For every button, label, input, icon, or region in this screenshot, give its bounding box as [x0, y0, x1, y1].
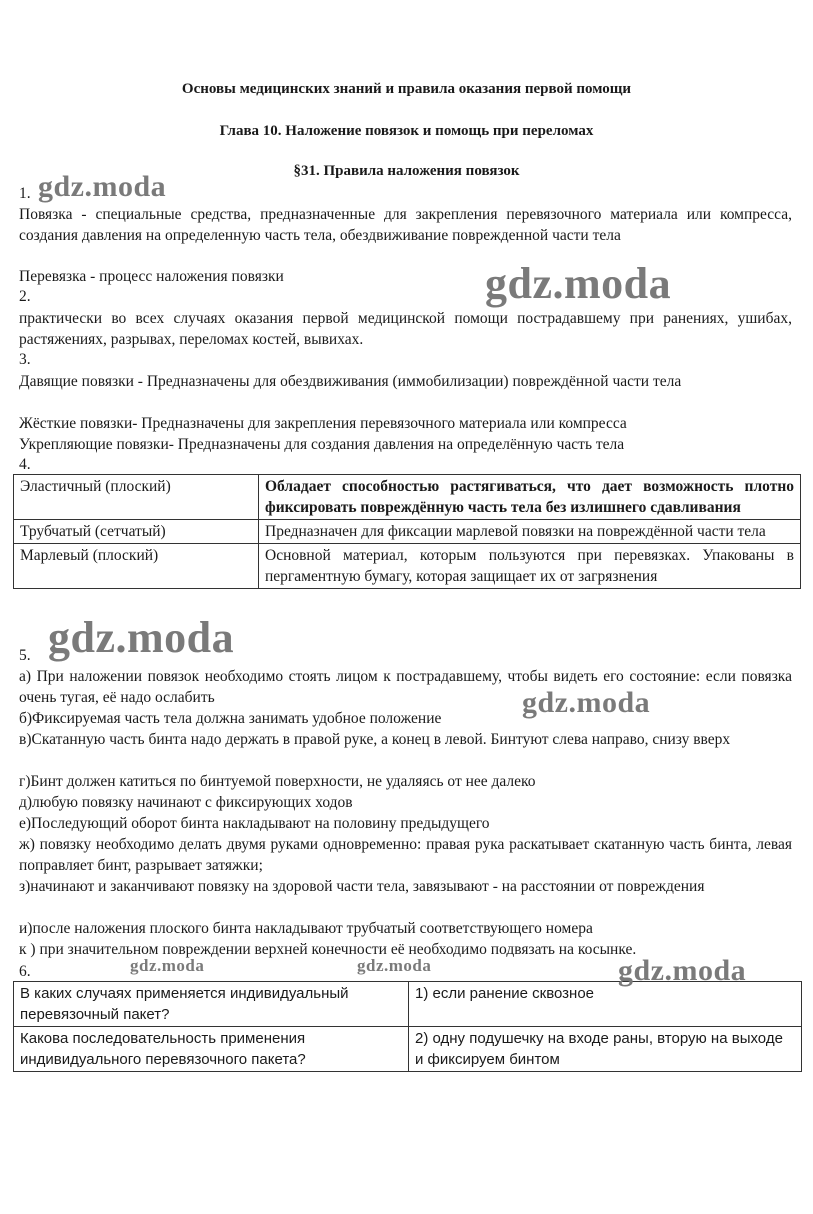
- watermark: gdz.moda: [48, 613, 235, 662]
- table-row: [14, 520, 801, 544]
- table-row: [14, 475, 801, 520]
- bandage-types-table: [13, 474, 801, 589]
- bandage-type-description: Обладает способностью растягиваться, что дает возможность плотно фиксировать повреждённую часть тела без излишнего сдавливания: [259, 475, 801, 520]
- chapter-title: Глава 10. Наложение повязок и помощь при переломах: [219, 123, 594, 139]
- rule-item: а) При наложении повязок необходимо стоять лицом к пострадавшему, чтобы видеть его состояние: если повязка очень тугая, её надо ослабить: [19, 668, 792, 706]
- watermark: gdz.moda: [522, 686, 651, 719]
- kit-answer: 1) если ранение сквозное: [409, 982, 802, 1027]
- watermark: gdz.moda: [618, 954, 747, 987]
- question-number-5: 5.: [19, 647, 31, 664]
- table-row: [14, 544, 801, 589]
- rule-item: в)Скатанную часть бинта надо держать в правой руке, а конец в левой. Бинтуют слева направо, снизу вверх: [19, 731, 731, 748]
- bandage-type-name: Трубчатый (сетчатый): [14, 520, 259, 544]
- answer-3-item: Жёсткие повязки- Предназначены для закрепления перевязочного материала или компресса: [19, 415, 627, 432]
- answer-3-item: Давящие повязки - Предназначены для обездвиживания (иммобилизации) повреждённой части тела: [19, 373, 682, 390]
- answer-1-perevyazka: Перевязка - процесс наложения повязки: [19, 268, 284, 285]
- kit-answer: 2) одну подушечку на входе раны, вторую на выходе и фиксируем бинтом: [409, 1027, 802, 1072]
- rule-item: е)Последующий оборот бинта накладывают на половину предыдущего: [19, 815, 490, 832]
- question-number-6: 6.: [19, 963, 31, 980]
- kit-question: В каких случаях применяется индивидуальный перевязочный пакет?: [14, 982, 409, 1027]
- rule-item: г)Бинт должен катиться по бинтуемой поверхности, не удаляясь от нее далеко: [19, 773, 536, 790]
- watermark: gdz.moda: [357, 956, 432, 975]
- bandage-type-name: Эластичный (плоский): [14, 475, 259, 520]
- watermark: gdz.moda: [38, 170, 167, 203]
- section-title: §31. Правила наложения повязок: [293, 163, 520, 179]
- rule-item: б)Фиксируемая часть тела должна занимать удобное положение: [19, 710, 442, 727]
- question-number-1: 1.: [19, 185, 31, 202]
- answer-1-definition: Повязка - специальные средства, предназначенные для закрепления перевязочного материала или компресса, создания давления на определенную часть тела, обездвиживание поврежденной части тела: [19, 206, 792, 244]
- rule-item: к ) при значительном повреждении верхней конечности её необходимо подвязать на косынке.: [19, 941, 637, 958]
- bandage-type-description: Предназначен для фиксации марлевой повязки на повреждённой части тела: [259, 520, 801, 544]
- first-aid-kit-table: [13, 981, 802, 1072]
- rule-item: д)любую повязку начинают с фиксирующих ходов: [19, 794, 353, 811]
- kit-question: Какова последовательность применения индивидуального перевязочного пакета?: [14, 1027, 409, 1072]
- table-row: [14, 1027, 802, 1072]
- bandage-type-description: Основной материал, которым пользуются при перевязках. Упакованы в пергаментную бумагу, которая защищает их от загрязнения: [259, 544, 801, 589]
- watermark: gdz.moda: [130, 956, 205, 975]
- answer-3-item: Укрепляющие повязки- Предназначены для создания давления на определённую часть тела: [19, 436, 625, 453]
- bandage-type-name: Марлевый (плоский): [14, 544, 259, 589]
- watermark: gdz.moda: [485, 259, 672, 308]
- rule-item: ж) повязку необходимо делать двумя руками одновременно: правая рука раскатывает скатанную часть бинта, левая поправляет бинт, разрывает затяжки;: [19, 836, 792, 874]
- rule-item: з)начинают и заканчивают повязку на здоровой части тела, завязывают - на расстоянии от повреждения: [19, 878, 705, 895]
- question-number-2: 2.: [19, 288, 31, 305]
- question-number-4: 4.: [19, 456, 31, 473]
- document-title: Основы медицинских знаний и правила оказания первой помощи: [181, 81, 632, 97]
- question-number-3: 3.: [19, 351, 31, 368]
- table-row: [14, 982, 802, 1027]
- rule-item: и)после наложения плоского бинта накладывают трубчатый соответствующего номера: [19, 920, 593, 937]
- answer-2-text: практически во всех случаях оказания первой медицинской помощи пострадавшему при ранениях, ушибах, растяжениях, разрывах, переломах костей, вывихах.: [19, 310, 792, 348]
